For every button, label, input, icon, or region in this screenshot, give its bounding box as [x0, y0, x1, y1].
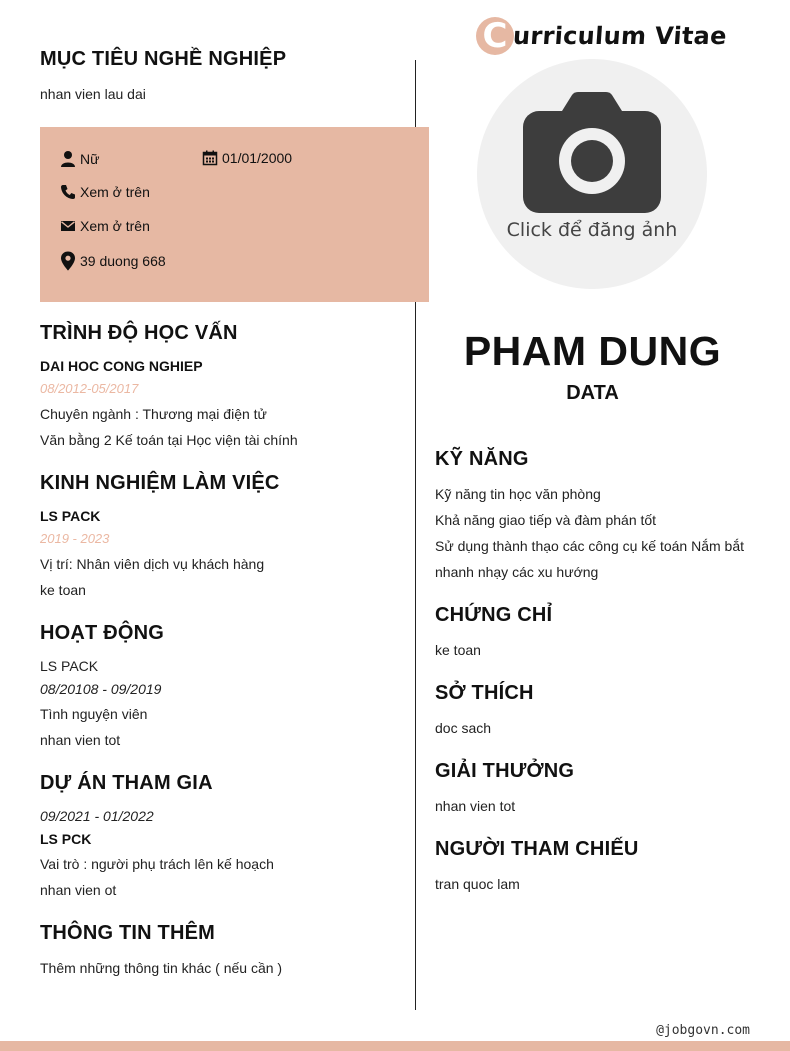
cv-logo — [476, 17, 727, 55]
projects-heading: DỰ ÁN THAM GIA — [40, 772, 213, 794]
awards-heading: GIẢI THƯỞNG — [435, 760, 575, 782]
candidate-name[interactable]: PHAM DUNG — [463, 328, 722, 374]
references-heading: NGƯỜI THAM CHIẾU — [435, 838, 639, 860]
projects-line[interactable]: Vai trò : người phụ trách lên kế hoạch — [40, 856, 274, 872]
projects-line[interactable]: nhan vien ot — [40, 882, 117, 898]
hobbies-heading: SỞ THÍCH — [435, 682, 534, 704]
experience-line[interactable]: ke toan — [40, 582, 86, 598]
activities-period[interactable]: 08/20108 - 09/2019 — [40, 681, 162, 697]
envelope-icon — [60, 218, 76, 234]
logo-text: urriculum Vitae — [512, 22, 728, 50]
objective-text[interactable]: nhan vien lau dai — [40, 86, 146, 102]
gender-value: Nữ — [80, 151, 100, 167]
person-icon — [60, 150, 76, 168]
certificates-text[interactable]: ke toan — [435, 642, 481, 658]
skills-line[interactable]: nhanh nhạy các xu hướng — [435, 564, 599, 580]
additional-text[interactable]: Thêm những thông tin khác ( nếu cần ) — [40, 960, 283, 976]
activities-heading: HOẠT ĐỘNG — [40, 622, 165, 644]
awards-text[interactable]: nhan vien tot — [435, 798, 516, 814]
photo-upload[interactable] — [477, 59, 707, 289]
contact-gender[interactable] — [60, 150, 99, 168]
experience-company[interactable]: LS PACK — [40, 508, 101, 524]
objective-heading: MỤC TIÊU NGHỀ NGHIỆP — [40, 48, 287, 70]
contact-address[interactable] — [60, 251, 166, 271]
address-value: 39 duong 668 — [80, 253, 166, 269]
contact-box — [40, 127, 429, 302]
education-period[interactable]: 08/2012-05/2017 — [40, 381, 139, 396]
experience-line[interactable]: Vị trí: Nhân viên dịch vụ khách hàng — [40, 556, 265, 572]
hobbies-text[interactable]: doc sach — [435, 720, 492, 736]
logo-badge: C — [476, 17, 514, 55]
activities-org[interactable]: LS PACK — [40, 658, 99, 674]
education-line[interactable]: Văn bằng 2 Kế toán tại Học viện tài chính — [40, 432, 298, 448]
experience-heading: KINH NGHIỆM LÀM VIỆC — [40, 472, 280, 494]
projects-period[interactable]: 09/2021 - 01/2022 — [40, 808, 154, 824]
experience-period[interactable]: 2019 - 2023 — [40, 531, 110, 546]
photo-upload-label: Click để đăng ảnh — [506, 219, 678, 241]
skills-line[interactable]: Khả năng giao tiếp và đàm phán tốt — [435, 512, 657, 528]
email-value: Xem ở trên — [80, 218, 150, 234]
calendar-icon — [202, 150, 218, 166]
education-heading: TRÌNH ĐỘ HỌC VẤN — [40, 322, 238, 344]
candidate-role[interactable]: DATA — [566, 382, 619, 404]
skills-line[interactable]: Sử dụng thành thạo các công cụ kế toán Nắm bắt — [435, 538, 745, 554]
contact-phone[interactable] — [60, 184, 150, 200]
activities-line[interactable]: Tình nguyện viên — [40, 706, 148, 722]
birthday-value: 01/01/2000 — [222, 150, 293, 166]
references-text[interactable]: tran quoc lam — [435, 876, 520, 892]
watermark: @jobgovn.com — [656, 1023, 750, 1038]
education-line[interactable]: Chuyên ngành : Thương mại điện tử — [40, 406, 267, 422]
additional-heading: THÔNG TIN THÊM — [40, 922, 216, 944]
footer-bar — [0, 1041, 790, 1051]
location-pin-icon — [60, 251, 76, 271]
activities-line[interactable]: nhan vien tot — [40, 732, 121, 748]
camera-icon — [477, 59, 707, 289]
skills-heading: KỸ NĂNG — [435, 448, 529, 470]
phone-icon — [60, 184, 76, 200]
projects-name[interactable]: LS PCK — [40, 831, 92, 847]
skills-line[interactable]: Kỹ năng tin học văn phòng — [435, 486, 601, 502]
education-school[interactable]: DAI HOC CONG NGHIEP — [40, 358, 203, 374]
certificates-heading: CHỨNG CHỈ — [435, 604, 553, 626]
contact-email[interactable] — [60, 218, 150, 234]
phone-value: Xem ở trên — [80, 184, 150, 200]
contact-birthday[interactable] — [202, 150, 292, 166]
